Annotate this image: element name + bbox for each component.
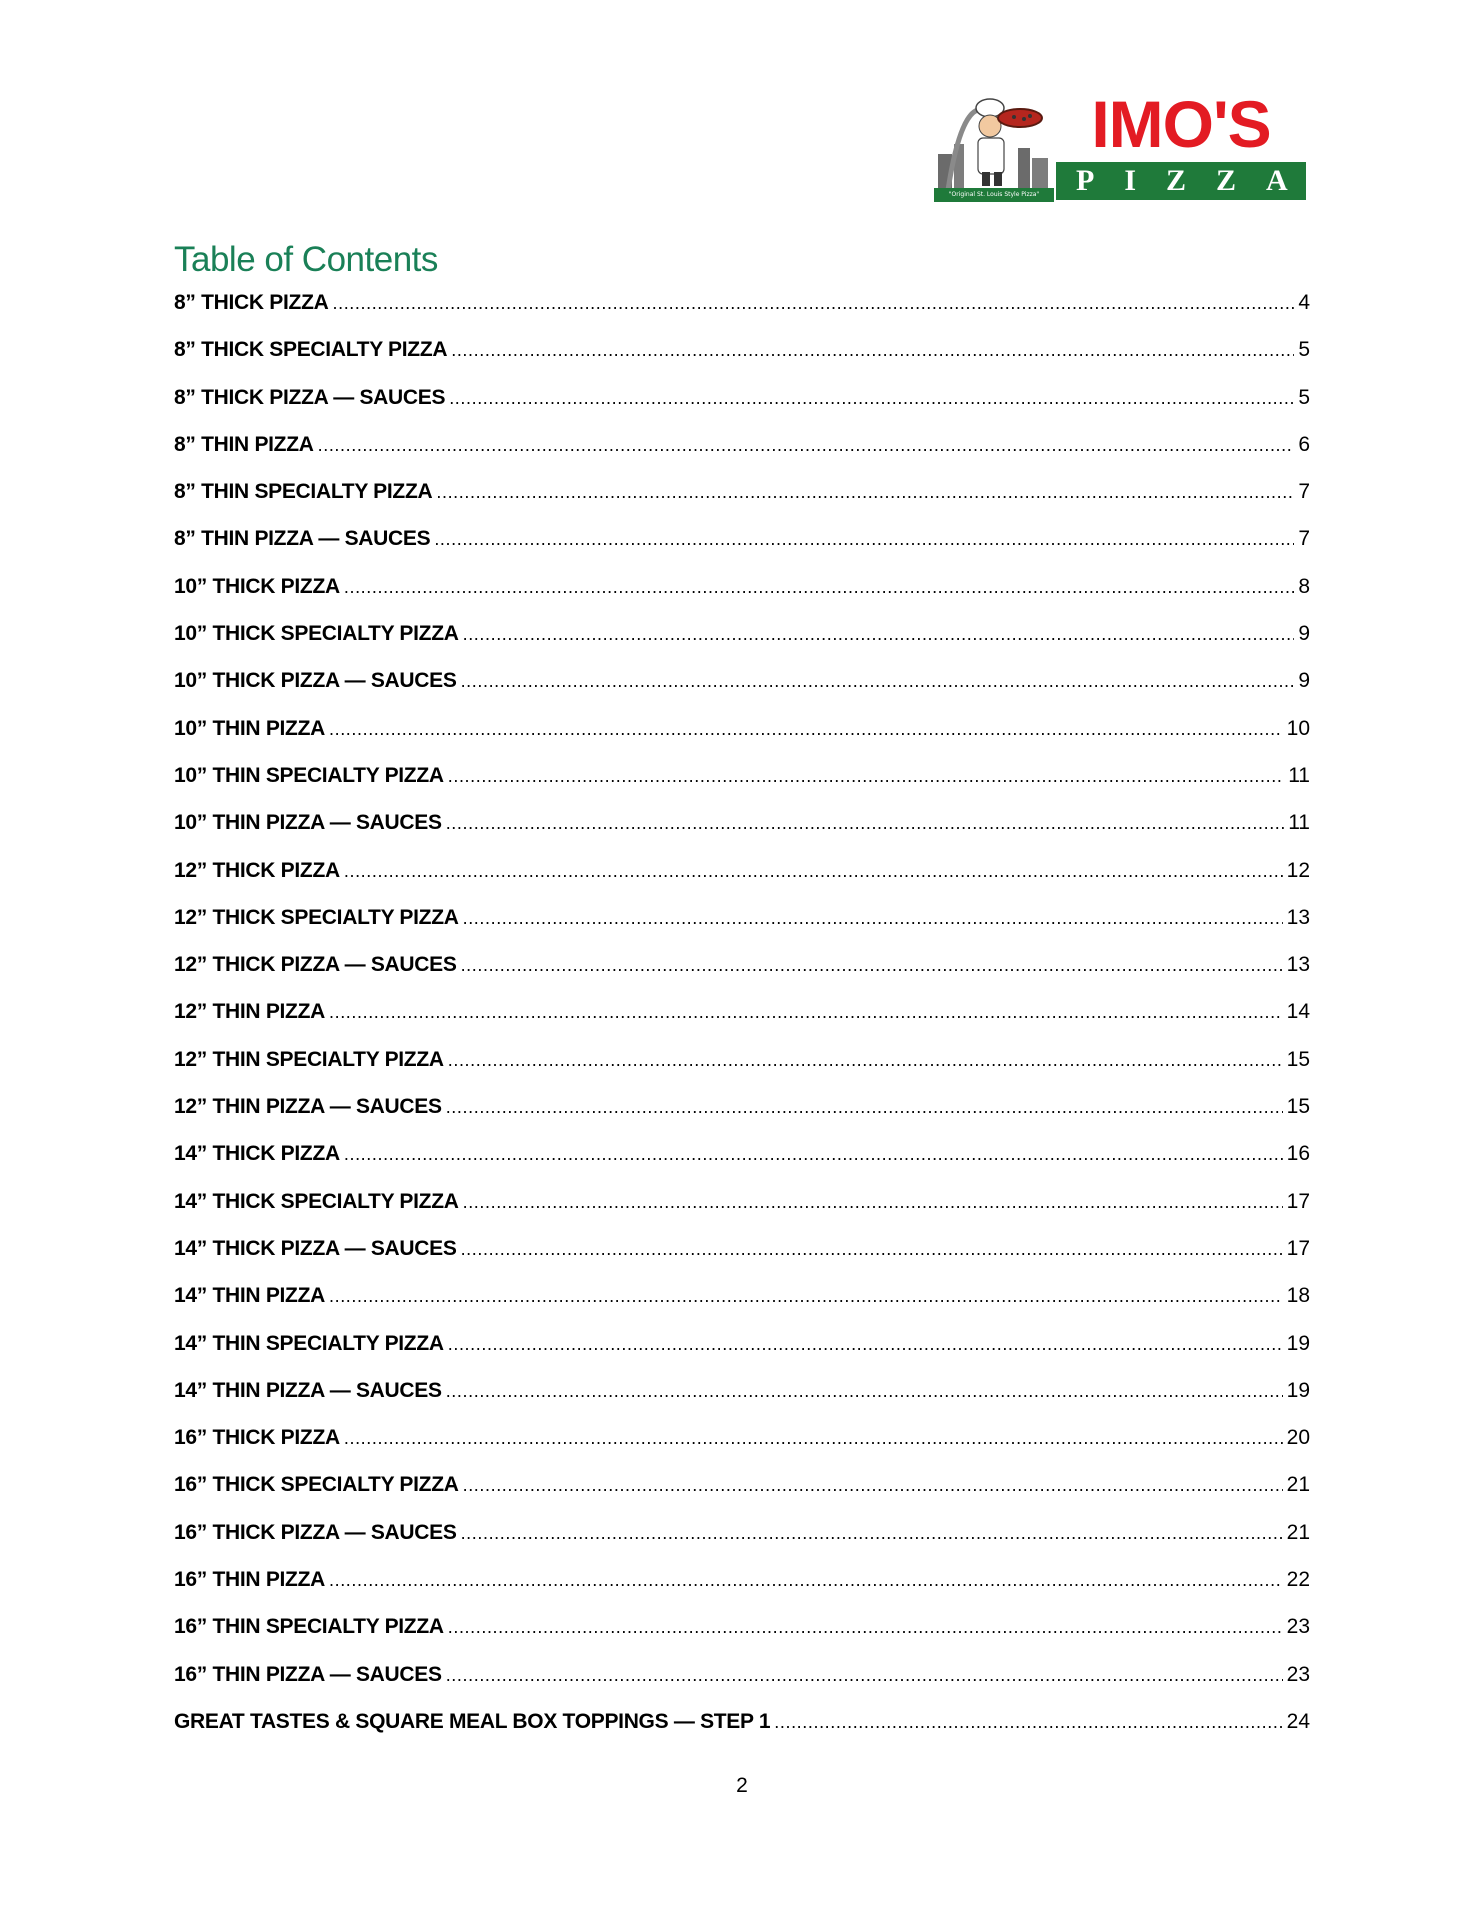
toc-entry[interactable] xyxy=(174,1421,1310,1468)
toc-entry[interactable] xyxy=(174,712,1310,759)
toc-dot-leader xyxy=(329,995,1283,1029)
page-title: Table of Contents xyxy=(174,240,438,279)
toc-entry-page: 21 xyxy=(1286,1520,1310,1544)
toc-entry-label: 12” THICK SPECIALTY PIZZA xyxy=(174,905,459,929)
toc-dot-leader xyxy=(329,712,1283,746)
toc-entry[interactable] xyxy=(174,1137,1310,1184)
toc-entry-label: 8” THICK SPECIALTY PIZZA xyxy=(174,338,448,362)
toc-entry-label: 8” THICK PIZZA xyxy=(174,291,329,314)
toc-entry-page: 8 xyxy=(1298,574,1310,598)
toc-dot-leader xyxy=(344,1421,1283,1455)
toc-entry-label: 14” THIN PIZZA xyxy=(174,1284,325,1308)
toc-entry[interactable] xyxy=(174,1374,1310,1421)
toc-dot-leader xyxy=(446,1090,1283,1124)
toc-dot-leader xyxy=(448,1610,1283,1644)
toc-entry-label: 8” THIN SPECIALTY PIZZA xyxy=(174,480,433,504)
toc-entry-label: 8” THIN PIZZA — SAUCES xyxy=(174,527,431,551)
toc-entry[interactable] xyxy=(174,759,1310,806)
toc-dot-leader xyxy=(451,333,1294,367)
toc-dot-leader xyxy=(436,475,1294,509)
toc-entry-page: 15 xyxy=(1286,1095,1310,1119)
toc-entry[interactable] xyxy=(174,286,1310,333)
toc-entry-label: 12” THIN PIZZA — SAUCES xyxy=(174,1095,442,1119)
toc-dot-leader xyxy=(448,1327,1283,1361)
toc-entry-label: 10” THICK PIZZA — SAUCES xyxy=(174,669,457,693)
toc-entry-page: 19 xyxy=(1286,1378,1310,1402)
toc-dot-leader xyxy=(446,806,1284,840)
toc-entry-page: 13 xyxy=(1286,953,1310,977)
toc-entry-page: 20 xyxy=(1286,1426,1310,1450)
toc-entry[interactable] xyxy=(174,1185,1310,1232)
toc-entry-label: 10” THICK SPECIALTY PIZZA xyxy=(174,622,459,646)
toc-entry-page: 23 xyxy=(1286,1615,1310,1639)
toc-entry-label: 14” THICK PIZZA — SAUCES xyxy=(174,1236,457,1260)
toc-dot-leader xyxy=(434,522,1294,556)
toc-entry-label: 16” THIN SPECIALTY PIZZA xyxy=(174,1615,444,1639)
toc-entry[interactable] xyxy=(174,1705,1310,1752)
toc-dot-leader xyxy=(344,570,1294,604)
toc-entry[interactable] xyxy=(174,664,1310,711)
toc-entry-page: 22 xyxy=(1286,1568,1310,1592)
toc-entry[interactable] xyxy=(174,1232,1310,1279)
toc-entry[interactable] xyxy=(174,570,1310,617)
toc-entry-page: 7 xyxy=(1298,480,1310,504)
toc-dot-leader xyxy=(344,1137,1283,1171)
toc-entry-page: 14 xyxy=(1286,1000,1310,1024)
toc-entry-label: 16” THIN PIZZA xyxy=(174,1568,325,1592)
toc-entry-page: 7 xyxy=(1298,527,1310,551)
toc-entry-page: 17 xyxy=(1286,1189,1310,1213)
toc-entry[interactable] xyxy=(174,995,1310,1042)
page-number: 2 xyxy=(736,1774,748,1797)
toc-entry[interactable] xyxy=(174,854,1310,901)
toc-entry[interactable] xyxy=(174,948,1310,995)
toc-entry[interactable] xyxy=(174,901,1310,948)
toc-entry[interactable] xyxy=(174,1043,1310,1090)
toc-entry-label: 14” THIN SPECIALTY PIZZA xyxy=(174,1331,444,1355)
toc-entry-page: 13 xyxy=(1286,905,1310,929)
toc-entry-page: 11 xyxy=(1288,811,1310,835)
toc-entry-page: 17 xyxy=(1286,1236,1310,1260)
toc-entry-label: 10” THICK PIZZA xyxy=(174,574,340,598)
toc-entry-page: 9 xyxy=(1298,622,1310,646)
toc-dot-leader xyxy=(463,1185,1283,1219)
toc-dot-leader xyxy=(449,381,1294,415)
toc-entry-label: 16” THICK PIZZA — SAUCES xyxy=(174,1520,457,1544)
toc-entry-page: 5 xyxy=(1298,338,1310,362)
toc-entry-page: 18 xyxy=(1286,1284,1310,1308)
toc-entry-label: GREAT TASTES & SQUARE MEAL BOX TOPPINGS — STEP 1 xyxy=(174,1709,771,1733)
toc-entry[interactable] xyxy=(174,381,1310,428)
toc-entry-page: 23 xyxy=(1286,1662,1310,1686)
toc-entry-label: 16” THIN PIZZA — SAUCES xyxy=(174,1662,442,1686)
toc-dot-leader xyxy=(446,1374,1283,1408)
toc-entry-label: 8” THIN PIZZA xyxy=(174,432,314,456)
toc-entry-page: 5 xyxy=(1298,385,1310,409)
logo-brand-name: IMO'S xyxy=(1091,87,1271,161)
toc-entry[interactable] xyxy=(174,428,1310,475)
logo-wordmark xyxy=(1056,87,1318,202)
toc-entry-label: 14” THIN PIZZA — SAUCES xyxy=(174,1378,442,1402)
toc-entry-page: 4 xyxy=(1298,291,1310,314)
toc-entry-label: 12” THIN PIZZA xyxy=(174,1000,325,1024)
logo-brand-subtitle: PIZZA xyxy=(1056,162,1306,200)
toc-dot-leader xyxy=(332,286,1294,320)
toc-entry[interactable] xyxy=(174,1327,1310,1374)
toc-entry-page: 15 xyxy=(1286,1047,1310,1071)
toc-entry-label: 14” THICK SPECIALTY PIZZA xyxy=(174,1189,459,1213)
toc-entry-label: 14” THICK PIZZA xyxy=(174,1142,340,1166)
chef-arch-icon xyxy=(934,96,1054,202)
toc-entry[interactable] xyxy=(174,1279,1310,1326)
toc-entry-label: 10” THIN PIZZA — SAUCES xyxy=(174,811,442,835)
toc-dot-leader xyxy=(463,1468,1283,1502)
toc-dot-leader xyxy=(448,759,1284,793)
toc-entry[interactable] xyxy=(174,1516,1310,1563)
toc-dot-leader xyxy=(461,664,1295,698)
toc-entry-page: 10 xyxy=(1286,716,1310,740)
toc-dot-leader xyxy=(318,428,1295,462)
toc-dot-leader xyxy=(329,1563,1283,1597)
toc-dot-leader xyxy=(329,1279,1283,1313)
toc-entry-label: 8” THICK PIZZA — SAUCES xyxy=(174,385,446,409)
toc-entry-page: 24 xyxy=(1286,1709,1310,1733)
toc-entry-page: 12 xyxy=(1286,858,1310,882)
toc-entry[interactable] xyxy=(174,475,1310,522)
toc-dot-leader xyxy=(461,1232,1283,1266)
toc-dot-leader xyxy=(344,854,1283,888)
toc-entry[interactable] xyxy=(174,1658,1310,1705)
toc-entry[interactable] xyxy=(174,806,1310,853)
toc-entry-label: 12” THICK PIZZA — SAUCES xyxy=(174,953,457,977)
toc-dot-leader xyxy=(774,1705,1282,1739)
table-of-contents xyxy=(174,286,1310,1752)
toc-entry[interactable] xyxy=(174,1563,1310,1610)
toc-entry[interactable] xyxy=(174,1468,1310,1515)
toc-entry[interactable] xyxy=(174,1610,1310,1657)
toc-entry-label: 16” THICK PIZZA xyxy=(174,1426,340,1450)
toc-entry-label: 16” THICK SPECIALTY PIZZA xyxy=(174,1473,459,1497)
toc-entry-page: 16 xyxy=(1286,1142,1310,1166)
toc-entry-page: 9 xyxy=(1298,669,1310,693)
toc-dot-leader xyxy=(463,617,1295,651)
toc-entry-page: 19 xyxy=(1286,1331,1310,1355)
toc-entry-page: 21 xyxy=(1286,1473,1310,1497)
toc-entry[interactable] xyxy=(174,1090,1310,1137)
toc-entry-page: 11 xyxy=(1288,763,1310,787)
toc-entry-label: 12” THICK PIZZA xyxy=(174,858,340,882)
toc-dot-leader xyxy=(461,1516,1283,1550)
toc-dot-leader xyxy=(463,901,1283,935)
toc-dot-leader xyxy=(461,948,1283,982)
toc-entry[interactable] xyxy=(174,333,1310,380)
toc-entry-label: 12” THIN SPECIALTY PIZZA xyxy=(174,1047,444,1071)
toc-dot-leader xyxy=(446,1658,1283,1692)
toc-entry[interactable] xyxy=(174,522,1310,569)
toc-entry-label: 10” THIN SPECIALTY PIZZA xyxy=(174,763,444,787)
toc-entry-page: 6 xyxy=(1298,432,1310,456)
toc-entry-label: 10” THIN PIZZA xyxy=(174,716,325,740)
toc-dot-leader xyxy=(448,1043,1283,1077)
imos-pizza-logo xyxy=(934,87,1318,202)
toc-entry[interactable] xyxy=(174,617,1310,664)
logo-tagline: "Original St. Louis Style Pizza" xyxy=(948,191,1040,198)
